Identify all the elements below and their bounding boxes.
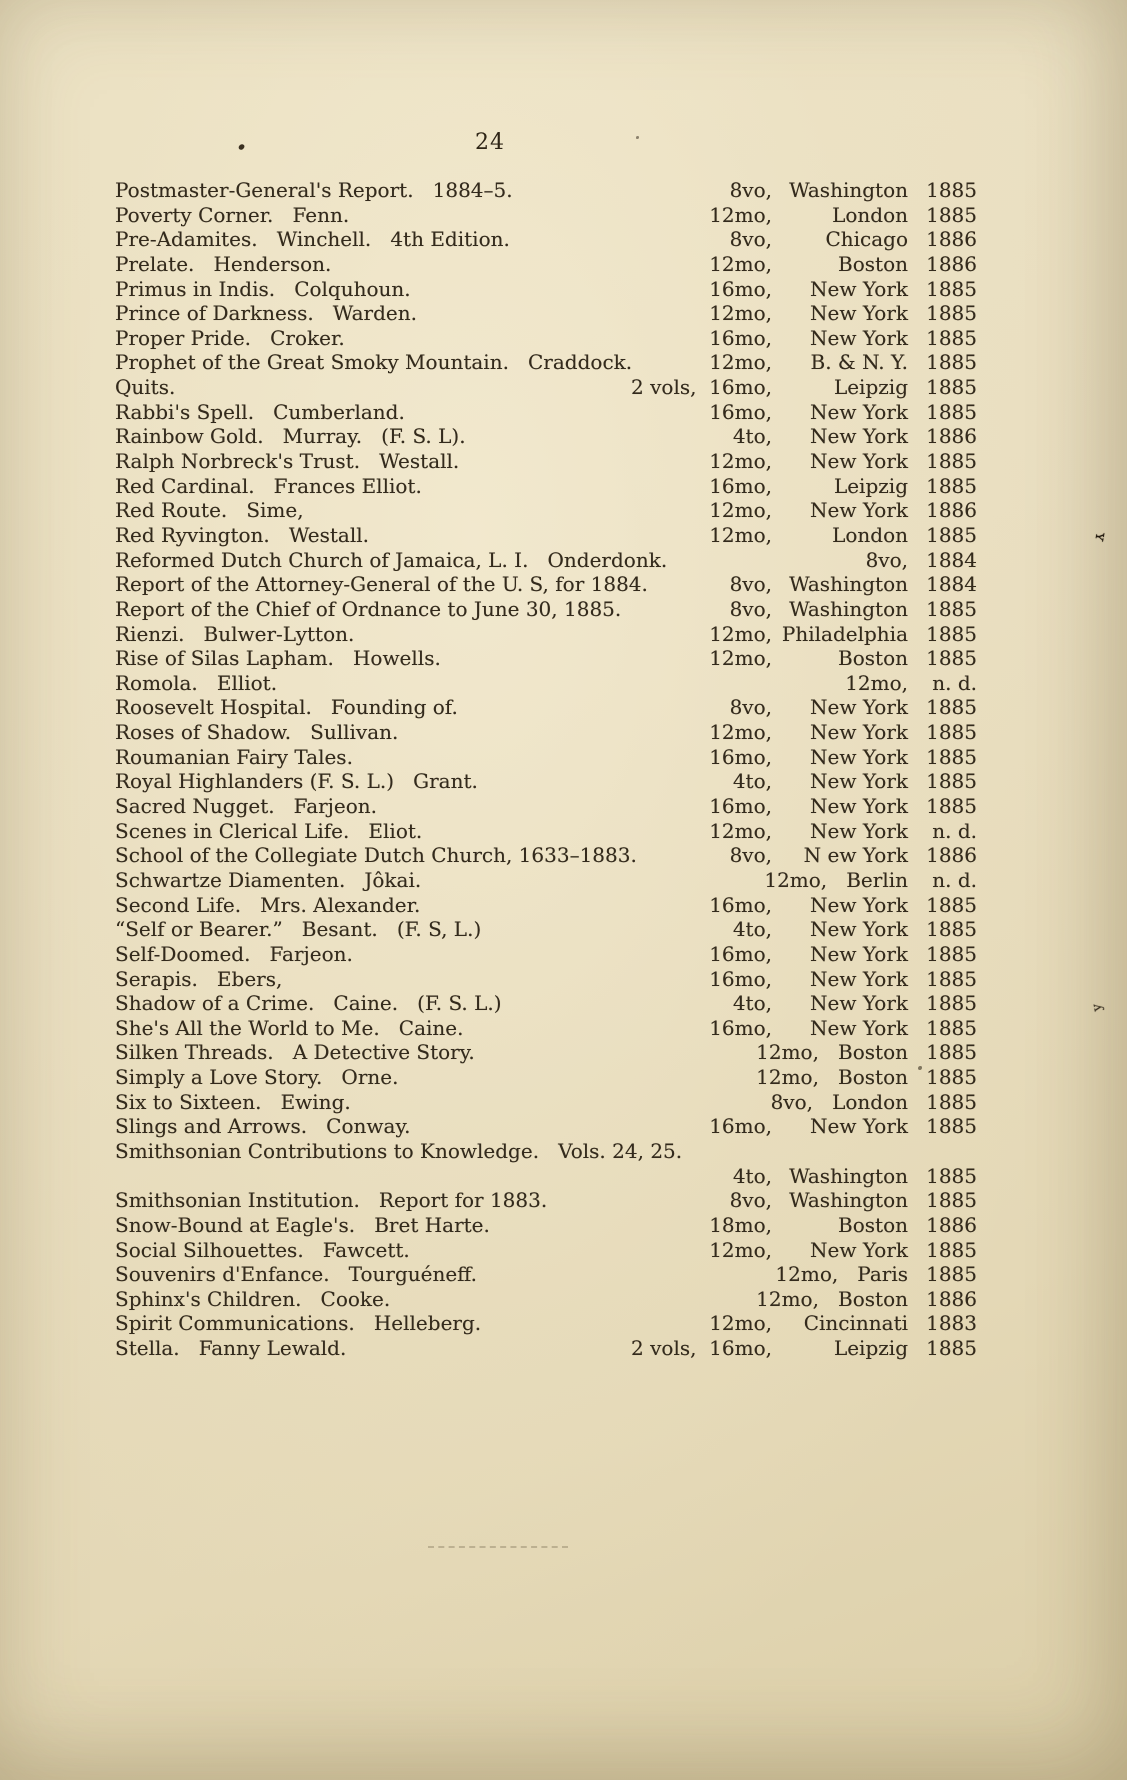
entry-place: 12mo, bbox=[845, 670, 908, 695]
entry-place: 8vo, bbox=[865, 547, 908, 572]
catalog-row bbox=[115, 695, 977, 720]
catalog-row bbox=[115, 819, 977, 844]
entry-format: 2 vols, 16mo, bbox=[631, 375, 772, 400]
entry-place: New York bbox=[810, 424, 908, 449]
entry-title: Spirit Communications. Helleberg. bbox=[115, 1311, 482, 1336]
entry-title: Roses of Shadow. Sullivan. bbox=[115, 720, 399, 745]
entry-format: 18mo, bbox=[709, 1212, 772, 1237]
entry-year: 1885 bbox=[926, 325, 977, 350]
entry-place: New York bbox=[810, 1237, 908, 1262]
entry-format: 8vo, bbox=[729, 227, 772, 252]
scan-speck bbox=[636, 136, 639, 139]
catalog-row bbox=[115, 843, 977, 868]
entry-title: Shadow of a Crime. Caine. (F. S. L.) bbox=[115, 991, 502, 1016]
entry-title: Smithsonian Contributions to Knowledge. Vols. 24, 25. bbox=[115, 1138, 683, 1163]
entry-year: 1885 bbox=[926, 769, 977, 794]
catalog-row bbox=[115, 942, 977, 967]
catalog-row bbox=[115, 1188, 977, 1213]
page-number: 24 bbox=[475, 130, 505, 155]
catalog-row bbox=[115, 1016, 977, 1041]
entry-year: 1885 bbox=[926, 991, 977, 1016]
entry-format: 12mo, bbox=[709, 818, 772, 843]
entry-format: 4to, bbox=[732, 991, 772, 1016]
entry-title: Ralph Norbreck's Trust. Westall. bbox=[115, 449, 460, 474]
entry-title: Self-Doomed. Farjeon. bbox=[115, 941, 353, 966]
catalog-row bbox=[115, 203, 977, 228]
catalog-row bbox=[115, 350, 977, 375]
entry-place: New York bbox=[810, 301, 908, 326]
entry-format: 16mo, bbox=[709, 966, 772, 991]
entry-title: Roosevelt Hospital. Founding of. bbox=[115, 695, 458, 720]
entry-place: New York bbox=[810, 769, 908, 794]
catalog-row bbox=[115, 868, 977, 893]
catalog-row bbox=[115, 622, 977, 647]
entry-place: Washington bbox=[789, 596, 908, 621]
entry-place: New York bbox=[810, 966, 908, 991]
entry-place: New York bbox=[810, 399, 908, 424]
entry-place: London bbox=[832, 522, 908, 547]
pencil-mark bbox=[428, 1546, 568, 1548]
entry-year: 1885 bbox=[926, 794, 977, 819]
entry-year: 1885 bbox=[926, 1015, 977, 1040]
entry-format: 16mo, bbox=[709, 1114, 772, 1139]
entry-place: Washington bbox=[789, 1188, 908, 1213]
catalog-row bbox=[115, 1287, 977, 1312]
catalog-row bbox=[115, 227, 977, 252]
entry-place: 8vo, London bbox=[770, 1089, 908, 1114]
entry-format: 2 vols, 16mo, bbox=[631, 1336, 772, 1361]
entry-format: 12mo, bbox=[709, 202, 772, 227]
catalog-row bbox=[115, 252, 977, 277]
entry-title: Schwartze Diamenten. Jôkai. bbox=[115, 867, 422, 892]
entry-place: New York bbox=[810, 498, 908, 523]
entry-place: New York bbox=[810, 325, 908, 350]
entry-place: Philadelphia bbox=[781, 621, 908, 646]
entry-title: School of the Collegiate Dutch Church, 1633–1883. bbox=[115, 843, 637, 868]
entry-year: 1885 bbox=[926, 473, 977, 498]
entry-title: Roumanian Fairy Tales. bbox=[115, 744, 353, 769]
entry-format: 4to, bbox=[732, 917, 772, 942]
entry-year: 1886 bbox=[926, 227, 977, 252]
entry-place: New York bbox=[810, 695, 908, 720]
catalog-row bbox=[115, 745, 977, 770]
entry-format: 16mo, bbox=[709, 473, 772, 498]
entry-title: Report of the Chief of Ordnance to June 30, 1885. bbox=[115, 596, 622, 621]
entry-place: Washington bbox=[789, 572, 908, 597]
entry-title: Quits. bbox=[115, 375, 176, 400]
entry-year: 1885 bbox=[926, 646, 977, 671]
catalog-row bbox=[115, 893, 977, 918]
catalog-row bbox=[115, 178, 977, 203]
entry-title: Souvenirs d'Enfance. Tourguéneff. bbox=[115, 1262, 478, 1287]
entry-year: 1885 bbox=[926, 621, 977, 646]
entry-year: 1885 bbox=[926, 892, 977, 917]
entry-title: Sacred Nugget. Farjeon. bbox=[115, 794, 377, 819]
entry-year: 1885 bbox=[926, 522, 977, 547]
entry-title: Six to Sixteen. Ewing. bbox=[115, 1089, 351, 1114]
entry-title: Social Silhouettes. Fawcett. bbox=[115, 1237, 410, 1262]
entry-format: 12mo, bbox=[709, 646, 772, 671]
entry-title: Romola. Elliot. bbox=[115, 670, 278, 695]
entry-title: Report of the Attorney-General of the U. S, for 1884. bbox=[115, 572, 648, 597]
entry-year: 1885 bbox=[926, 301, 977, 326]
catalog-row bbox=[115, 424, 977, 449]
entry-place: Boston bbox=[838, 1212, 908, 1237]
entry-place: Washington bbox=[789, 178, 908, 202]
entry-year: 1885 bbox=[926, 178, 977, 202]
entry-format: 16mo, bbox=[709, 276, 772, 301]
entry-place: New York bbox=[810, 991, 908, 1016]
entry-year: n. d. bbox=[932, 867, 977, 892]
entry-year: 1885 bbox=[926, 399, 977, 424]
entry-format: 12mo, bbox=[709, 1237, 772, 1262]
entry-format: 16mo, bbox=[709, 794, 772, 819]
entry-year: 1885 bbox=[926, 1262, 977, 1287]
entry-year: 1884 bbox=[926, 547, 977, 572]
catalog-row bbox=[115, 1213, 977, 1238]
entry-year: 1885 bbox=[926, 1065, 977, 1090]
entry-place: 12mo, Boston bbox=[756, 1286, 908, 1311]
entry-title: Simply a Love Story. Orne. bbox=[115, 1065, 399, 1090]
entry-title: Silken Threads. A Detective Story. bbox=[115, 1040, 475, 1065]
entry-title: Postmaster-General's Report. 1884–5. bbox=[115, 178, 513, 202]
entry-year: 1885 bbox=[926, 375, 977, 400]
entry-title: Poverty Corner. Fenn. bbox=[115, 202, 350, 227]
entry-format: 12mo, bbox=[709, 498, 772, 523]
entry-place: Chicago bbox=[825, 227, 908, 252]
entry-format: 8vo, bbox=[729, 572, 772, 597]
entry-year: 1885 bbox=[926, 449, 977, 474]
ink-blot: ʏ bbox=[1091, 530, 1111, 544]
entry-place: Leipzig bbox=[833, 473, 908, 498]
entry-place: 12mo, Berlin bbox=[764, 867, 908, 892]
catalog-row bbox=[115, 1262, 977, 1287]
entry-year: 1885 bbox=[926, 202, 977, 227]
entry-title: Rabbi's Spell. Cumberland. bbox=[115, 399, 405, 424]
entry-title: Stella. Fanny Lewald. bbox=[115, 1336, 347, 1361]
entry-place: New York bbox=[810, 744, 908, 769]
entry-place: New York bbox=[810, 449, 908, 474]
entry-year: 1885 bbox=[926, 596, 977, 621]
entry-year: 1885 bbox=[926, 1336, 977, 1361]
catalog-row bbox=[115, 400, 977, 425]
entry-title: Reformed Dutch Church of Jamaica, L. I. Onderdonk. bbox=[115, 547, 668, 572]
catalog-row bbox=[115, 917, 977, 942]
entry-year: 1885 bbox=[926, 350, 977, 375]
catalog-row bbox=[115, 498, 977, 523]
entry-title: Rienzi. Bulwer-Lytton. bbox=[115, 621, 355, 646]
entry-year: 1885 bbox=[926, 744, 977, 769]
catalog-row bbox=[115, 1311, 977, 1336]
entry-format: 16mo, bbox=[709, 941, 772, 966]
entry-year: 1885 bbox=[926, 941, 977, 966]
entry-place: 12mo, Boston bbox=[756, 1040, 908, 1065]
entry-year: 1884 bbox=[926, 572, 977, 597]
entry-format: 8vo, bbox=[729, 596, 772, 621]
catalog-row bbox=[115, 646, 977, 671]
entry-year: 1886 bbox=[926, 498, 977, 523]
entry-title: Red Route. Sime, bbox=[115, 498, 304, 523]
entry-year: 1886 bbox=[926, 1212, 977, 1237]
entry-format: 12mo, bbox=[709, 301, 772, 326]
catalog-row bbox=[115, 474, 977, 499]
entry-place: Washington bbox=[789, 1163, 908, 1188]
entry-title: Rainbow Gold. Murray. (F. S. L). bbox=[115, 424, 466, 449]
entry-place: New York bbox=[810, 941, 908, 966]
entry-title: Prelate. Henderson. bbox=[115, 251, 332, 276]
catalog-row bbox=[115, 1065, 977, 1090]
entry-place: Cincinnati bbox=[803, 1311, 908, 1336]
entry-year: 1883 bbox=[926, 1311, 977, 1336]
entry-format: 12mo, bbox=[709, 621, 772, 646]
entry-year: 1885 bbox=[926, 917, 977, 942]
entry-year: 1885 bbox=[926, 1114, 977, 1139]
entry-title: Royal Highlanders (F. S. L.) Grant. bbox=[115, 769, 478, 794]
entry-format: 4to, bbox=[732, 424, 772, 449]
catalog-row bbox=[115, 671, 977, 696]
entry-title: Scenes in Clerical Life. Eliot. bbox=[115, 818, 423, 843]
entry-place: N ew York bbox=[803, 843, 908, 868]
entry-format: 8vo, bbox=[729, 178, 772, 202]
entry-place: New York bbox=[810, 917, 908, 942]
catalog-row bbox=[115, 548, 977, 573]
catalog-row bbox=[115, 1238, 977, 1263]
entry-place: New York bbox=[810, 1114, 908, 1139]
entry-title: Second Life. Mrs. Alexander. bbox=[115, 892, 421, 917]
entry-title: Snow-Bound at Eagle's. Bret Harte. bbox=[115, 1212, 490, 1237]
entry-format: 12mo, bbox=[709, 350, 772, 375]
entry-year: 1885 bbox=[926, 1163, 977, 1188]
entry-year: n. d. bbox=[932, 818, 977, 843]
entry-title: She's All the World to Me. Caine. bbox=[115, 1015, 464, 1040]
catalog-row bbox=[115, 1114, 977, 1139]
entry-place: New York bbox=[810, 720, 908, 745]
entry-year: 1886 bbox=[926, 251, 977, 276]
entry-format: 12mo, bbox=[709, 522, 772, 547]
entry-year: 1885 bbox=[926, 1089, 977, 1114]
entry-place: Leipzig bbox=[833, 375, 908, 400]
entry-format: 16mo, bbox=[709, 399, 772, 424]
entry-title: Prince of Darkness. Warden. bbox=[115, 301, 417, 326]
entry-place: Boston bbox=[838, 646, 908, 671]
entry-title: Serapis. Ebers, bbox=[115, 966, 283, 991]
catalog-row bbox=[115, 769, 977, 794]
entry-format: 16mo, bbox=[709, 892, 772, 917]
catalog-row bbox=[115, 1090, 977, 1115]
catalog-row bbox=[115, 1139, 977, 1164]
entry-format: 4to, bbox=[732, 1163, 772, 1188]
catalog-row bbox=[115, 1040, 977, 1065]
catalog-row bbox=[115, 1336, 977, 1361]
catalog-row bbox=[115, 449, 977, 474]
entry-place: 12mo, Boston bbox=[756, 1065, 908, 1090]
entry-year: 1885 bbox=[926, 1188, 977, 1213]
entry-title: “Self or Bearer.” Besant. (F. S, L.) bbox=[115, 917, 482, 942]
catalog-row bbox=[115, 523, 977, 548]
entry-title: Red Cardinal. Frances Elliot. bbox=[115, 473, 422, 498]
entry-year: 1885 bbox=[926, 720, 977, 745]
entry-place: New York bbox=[810, 794, 908, 819]
catalog-row bbox=[115, 326, 977, 351]
catalog-list bbox=[115, 178, 977, 1361]
entry-format: 16mo, bbox=[709, 325, 772, 350]
entry-format: 12mo, bbox=[709, 1311, 772, 1336]
entry-title: Primus in Indis. Colquhoun. bbox=[115, 276, 411, 301]
entry-title: Slings and Arrows. Conway. bbox=[115, 1114, 411, 1139]
entry-place: New York bbox=[810, 1015, 908, 1040]
entry-place: Boston bbox=[838, 251, 908, 276]
catalog-row bbox=[115, 991, 977, 1016]
entry-place: Leipzig bbox=[833, 1336, 908, 1361]
entry-format: 12mo, bbox=[709, 251, 772, 276]
entry-title: Prophet of the Great Smoky Mountain. Craddock. bbox=[115, 350, 633, 375]
entry-format: 8vo, bbox=[729, 695, 772, 720]
entry-format: 16mo, bbox=[709, 1015, 772, 1040]
entry-place: New York bbox=[810, 818, 908, 843]
catalog-row bbox=[115, 720, 977, 745]
scan-speck bbox=[238, 143, 246, 151]
entry-year: 1886 bbox=[926, 843, 977, 868]
entry-title: Pre-Adamites. Winchell. 4th Edition. bbox=[115, 227, 510, 252]
entry-title: Rise of Silas Lapham. Howells. bbox=[115, 646, 441, 671]
entry-place: London bbox=[832, 202, 908, 227]
entry-year: 1886 bbox=[926, 424, 977, 449]
entry-place: New York bbox=[810, 892, 908, 917]
ink-blot: ʎ bbox=[1089, 1002, 1106, 1013]
catalog-row bbox=[115, 597, 977, 622]
catalog-row bbox=[115, 277, 977, 302]
catalog-row bbox=[115, 1164, 977, 1189]
entry-year: 1885 bbox=[926, 966, 977, 991]
entry-title: Sphinx's Children. Cooke. bbox=[115, 1286, 391, 1311]
entry-format: 16mo, bbox=[709, 744, 772, 769]
entry-place: New York bbox=[810, 276, 908, 301]
entry-year: 1885 bbox=[926, 1040, 977, 1065]
entry-year: 1886 bbox=[926, 1286, 977, 1311]
entry-year: 1885 bbox=[926, 276, 977, 301]
entry-title: Smithsonian Institution. Report for 1883. bbox=[115, 1188, 548, 1213]
entry-format: 8vo, bbox=[729, 1188, 772, 1213]
catalog-row bbox=[115, 301, 977, 326]
entry-year: 1885 bbox=[926, 695, 977, 720]
entry-format: 12mo, bbox=[709, 720, 772, 745]
entry-format: 12mo, bbox=[709, 449, 772, 474]
entry-format: 4to, bbox=[732, 769, 772, 794]
entry-place: B. & N. Y. bbox=[810, 350, 908, 375]
catalog-row bbox=[115, 572, 977, 597]
entry-place: 12mo, Paris bbox=[775, 1262, 908, 1287]
entry-title: Proper Pride. Croker. bbox=[115, 325, 345, 350]
entry-year: n. d. bbox=[932, 670, 977, 695]
catalog-row bbox=[115, 375, 977, 400]
entry-year: 1885 bbox=[926, 1237, 977, 1262]
catalog-row bbox=[115, 794, 977, 819]
catalog-row bbox=[115, 967, 977, 992]
entry-title: Red Ryvington. Westall. bbox=[115, 522, 369, 547]
entry-format: 8vo, bbox=[729, 843, 772, 868]
